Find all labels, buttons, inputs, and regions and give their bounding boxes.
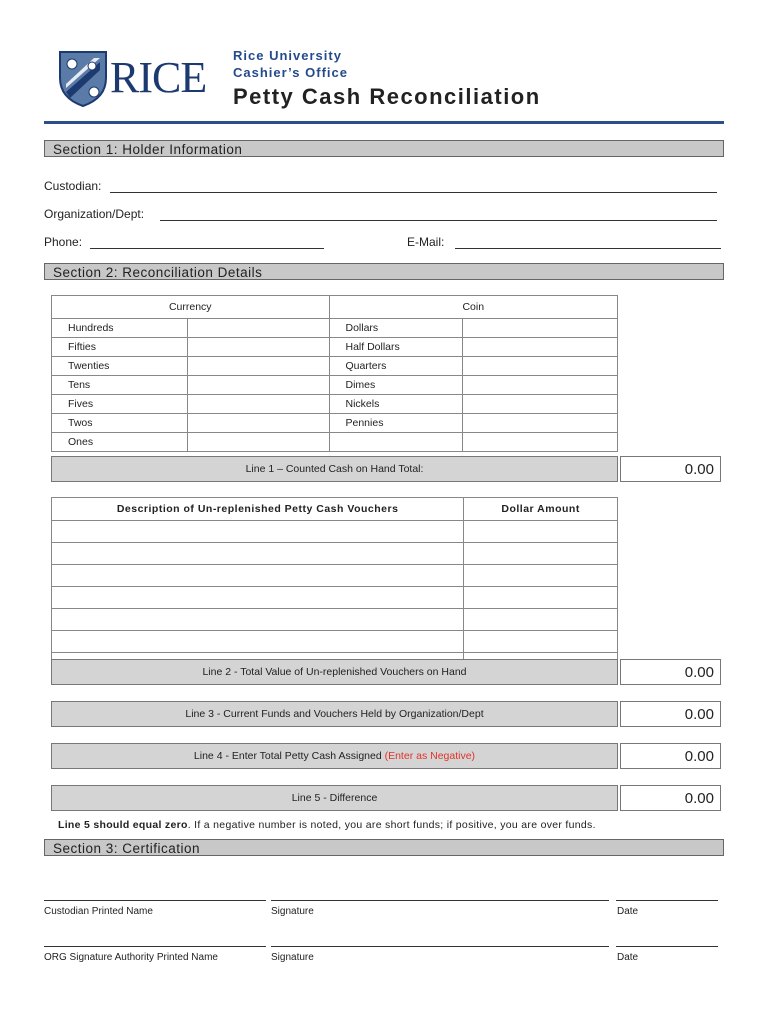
header-divider	[44, 121, 724, 124]
currency-input[interactable]	[187, 414, 329, 433]
currency-input[interactable]	[187, 338, 329, 357]
coin-input[interactable]	[463, 395, 618, 414]
line2-amount[interactable]: 0.00	[620, 659, 721, 685]
logo-text: RICE	[110, 53, 207, 102]
line4-label: Line 4 - Enter Total Petty Cash Assigned	[193, 750, 382, 762]
line5-note	[58, 819, 596, 831]
currency-input[interactable]	[187, 357, 329, 376]
line5-note-bold: Line 5 should equal zero	[58, 819, 188, 831]
custodian-signature-line[interactable]	[271, 899, 609, 901]
currency-label: Tens	[52, 376, 188, 395]
section1-header: Section 1: Holder Information	[44, 140, 724, 157]
voucher-amount-input[interactable]	[464, 631, 618, 653]
currency-input[interactable]	[187, 433, 329, 452]
currency-label: Ones	[52, 433, 188, 452]
signature-label: Signature	[271, 906, 314, 917]
email-field[interactable]	[455, 236, 721, 249]
email-label: E-Mail:	[407, 235, 445, 249]
currency-input[interactable]	[187, 376, 329, 395]
coin-label: Half Dollars	[329, 338, 463, 357]
org-authority-name-label: ORG Signature Authority Printed Name	[44, 952, 218, 963]
org-dept-field[interactable]	[160, 208, 717, 221]
custodian-name-line[interactable]	[44, 899, 266, 901]
line4-negative-note: (Enter as Negative)	[384, 750, 476, 762]
org-dept-label: Organization/Dept:	[44, 207, 145, 221]
page-title: Petty Cash Reconciliation	[233, 84, 541, 109]
coin-input[interactable]	[463, 338, 618, 357]
custodian-label: Custodian:	[44, 179, 102, 193]
section2-header: Section 2: Reconciliation Details	[44, 263, 724, 280]
line5-label: Line 5 - Difference	[51, 785, 618, 811]
coin-input[interactable]	[463, 376, 618, 395]
line3-amount[interactable]: 0.00	[620, 701, 721, 727]
coin-input[interactable]	[463, 319, 618, 338]
voucher-desc-input[interactable]	[52, 631, 464, 653]
phone-field[interactable]	[90, 236, 324, 249]
line2-label: Line 2 - Total Value of Un-replenished Vouchers on Hand	[51, 659, 618, 685]
currency-label: Twenties	[52, 357, 188, 376]
line5-amount[interactable]: 0.00	[620, 785, 721, 811]
date-label: Date	[617, 906, 639, 917]
coin-label: Dollars	[329, 319, 463, 338]
empty-cell	[463, 433, 618, 452]
coin-label: Pennies	[329, 414, 463, 433]
line1-amount[interactable]: 0.00	[620, 456, 721, 482]
voucher-desc-input[interactable]	[52, 609, 464, 631]
voucher-desc-input[interactable]	[52, 543, 464, 565]
currency-header: Currency	[52, 296, 330, 319]
voucher-table	[51, 497, 618, 675]
coin-label: Dimes	[329, 376, 463, 395]
section3-header: Section 3: Certification	[44, 839, 724, 856]
voucher-desc-header: Description of Un-replenished Petty Cash Vouchers	[52, 498, 464, 521]
empty-cell	[329, 433, 463, 452]
voucher-amount-input[interactable]	[464, 521, 618, 543]
cash-count-table	[51, 295, 618, 452]
voucher-amount-input[interactable]	[464, 543, 618, 565]
coin-label: Quarters	[329, 357, 463, 376]
currency-input[interactable]	[187, 395, 329, 414]
org-authority-name-line[interactable]	[44, 945, 266, 947]
line1-label: Line 1 – Counted Cash on Hand Total:	[51, 456, 618, 482]
office-name: Cashier’s Office	[233, 65, 348, 80]
voucher-amount-input[interactable]	[464, 587, 618, 609]
coin-input[interactable]	[463, 357, 618, 376]
currency-input[interactable]	[187, 319, 329, 338]
currency-label: Hundreds	[52, 319, 188, 338]
custodian-date-line[interactable]	[616, 899, 718, 901]
voucher-amount-input[interactable]	[464, 609, 618, 631]
coin-header: Coin	[329, 296, 618, 319]
voucher-amount-header: Dollar Amount	[464, 498, 618, 521]
line4-label-box	[51, 743, 618, 769]
signature2-label: Signature	[271, 952, 314, 963]
line3-label: Line 3 - Current Funds and Vouchers Held by Organization/Dept	[51, 701, 618, 727]
date2-label: Date	[617, 952, 639, 963]
voucher-desc-input[interactable]	[52, 521, 464, 543]
org-name: Rice University	[233, 48, 342, 63]
voucher-desc-input[interactable]	[52, 587, 464, 609]
voucher-desc-input[interactable]	[52, 565, 464, 587]
line4-amount[interactable]: 0.00	[620, 743, 721, 769]
rice-logo	[58, 48, 218, 108]
line5-note-text: . If a negative number is noted, you are short funds; if positive, you are over funds.	[187, 819, 596, 831]
currency-label: Fifties	[52, 338, 188, 357]
custodian-field[interactable]	[110, 180, 717, 193]
coin-input[interactable]	[463, 414, 618, 433]
coin-label: Nickels	[329, 395, 463, 414]
rice-shield-icon	[58, 48, 108, 108]
currency-label: Fives	[52, 395, 188, 414]
org-authority-date-line[interactable]	[616, 945, 718, 947]
voucher-amount-input[interactable]	[464, 565, 618, 587]
phone-label: Phone:	[44, 235, 83, 249]
org-authority-signature-line[interactable]	[271, 945, 609, 947]
custodian-name-label: Custodian Printed Name	[44, 906, 153, 917]
currency-label: Twos	[52, 414, 188, 433]
